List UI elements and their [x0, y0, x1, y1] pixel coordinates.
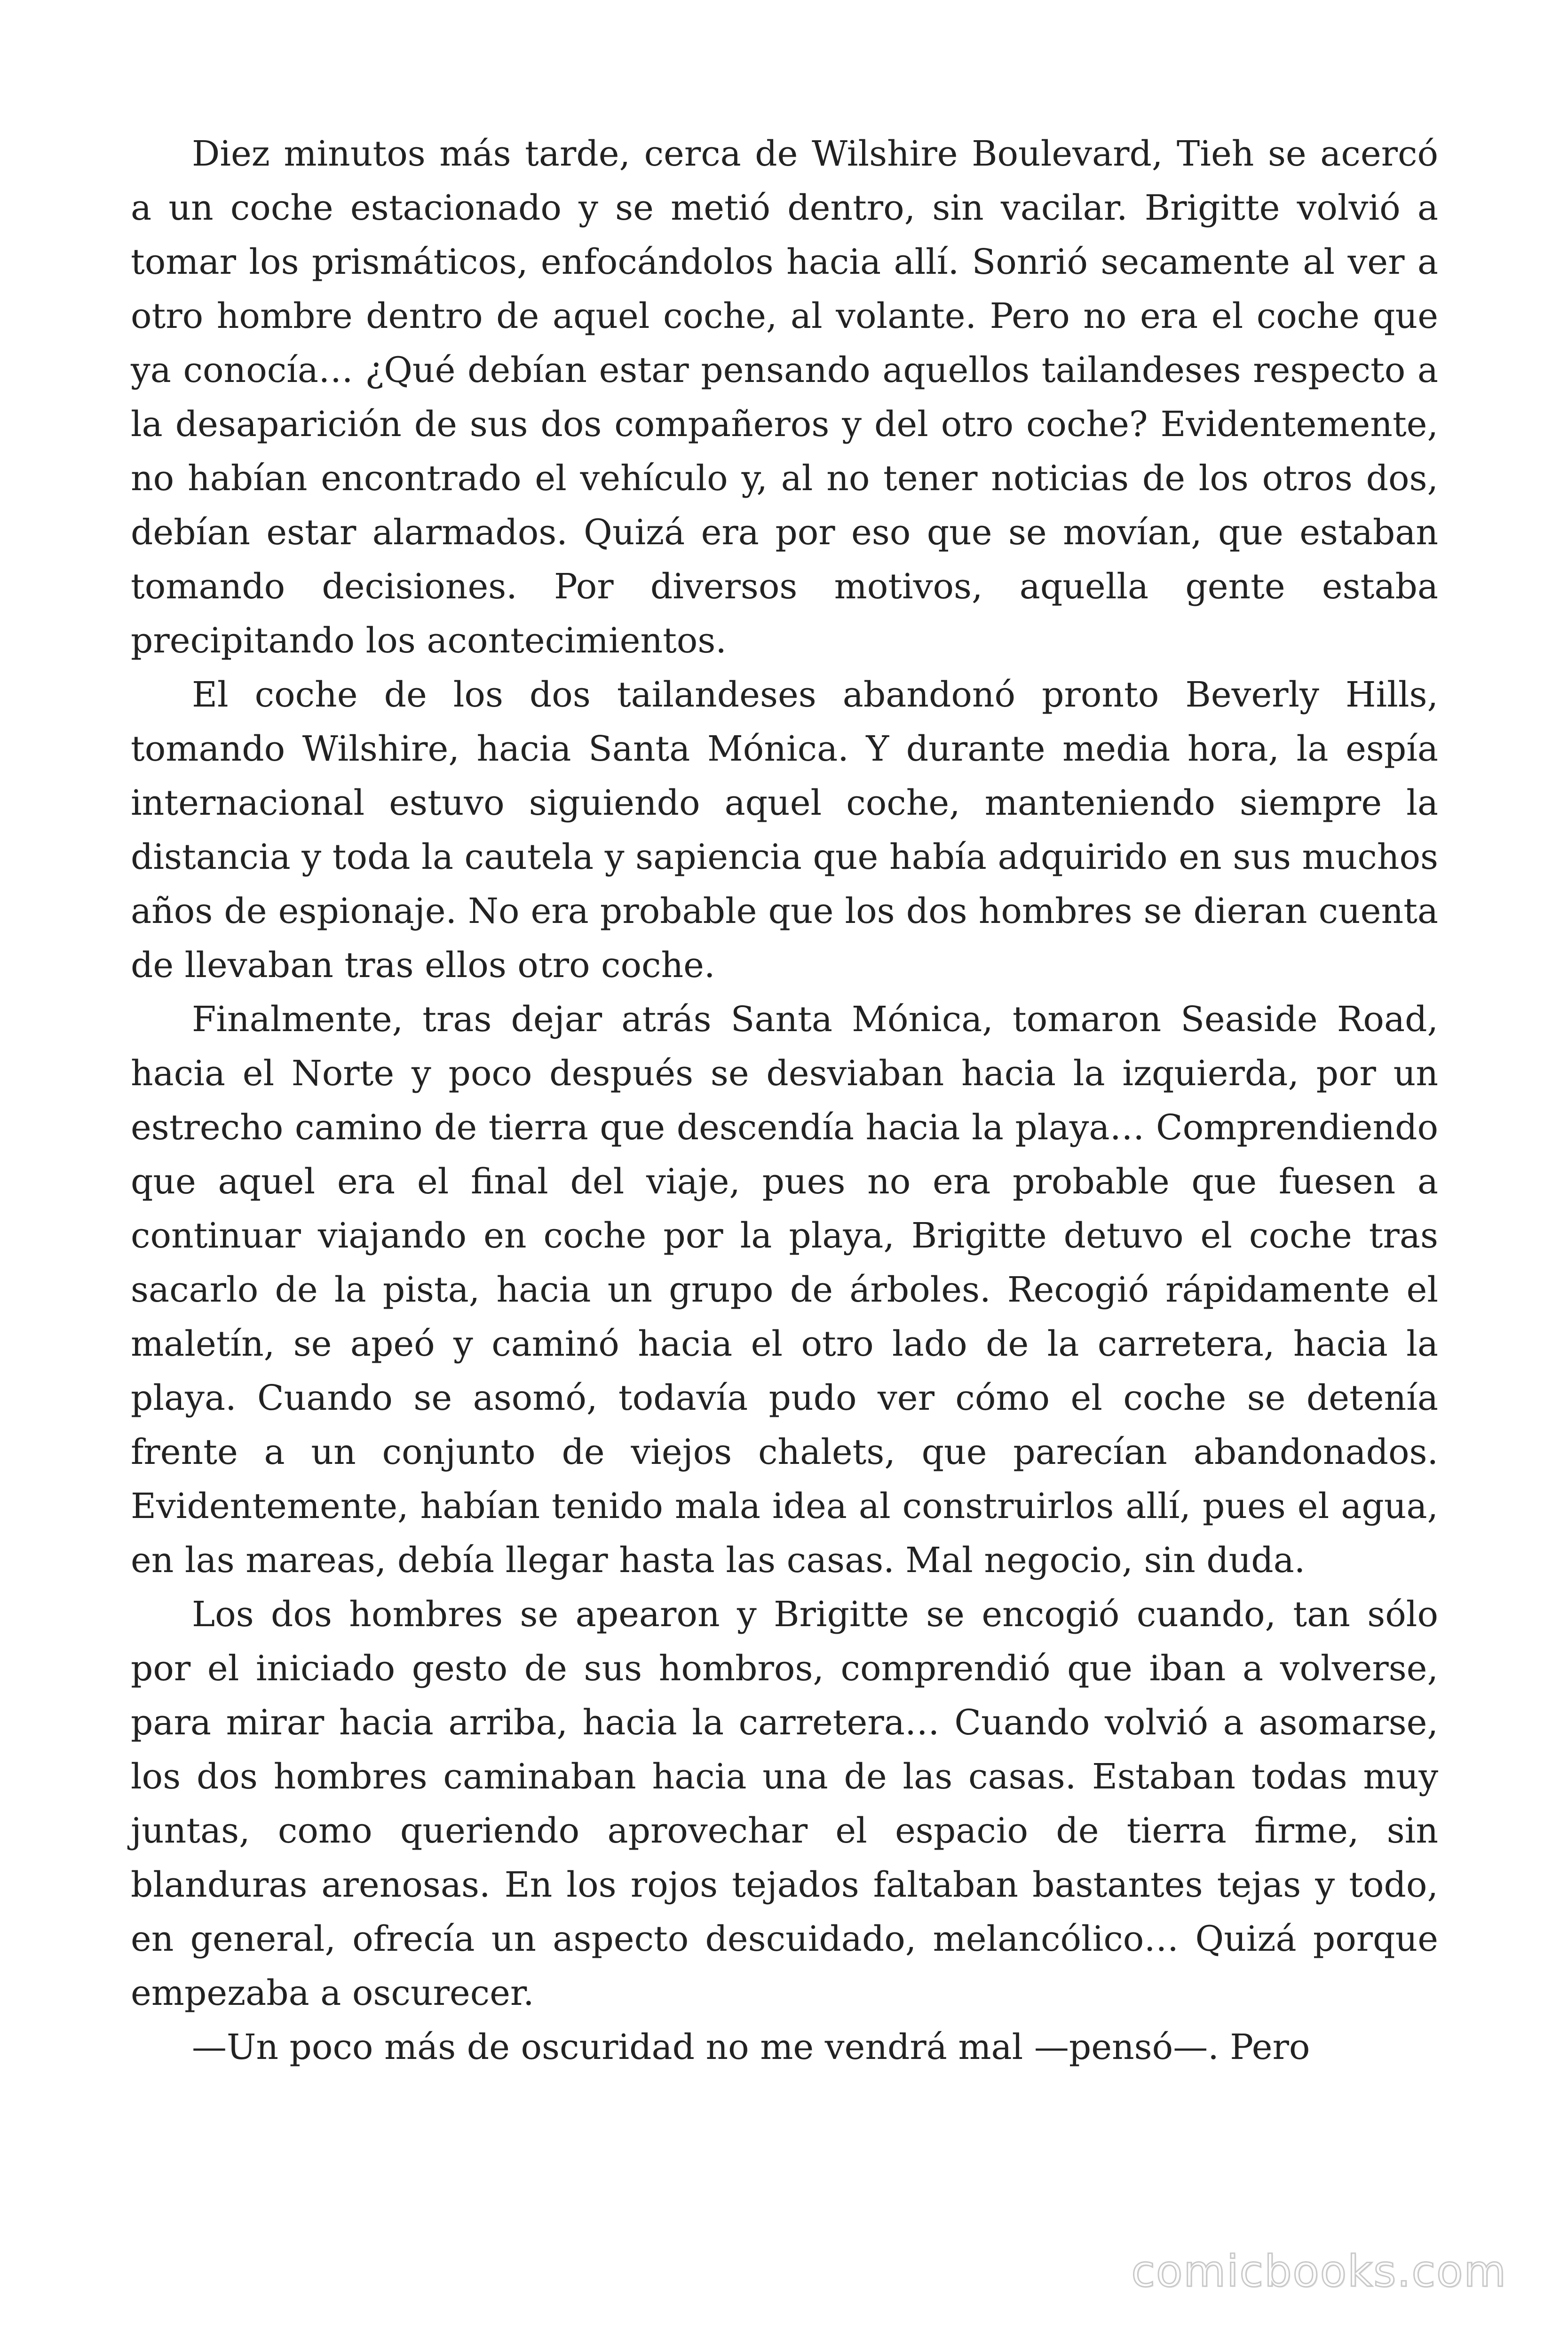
watermark: comicbooks.com [1131, 2246, 1507, 2296]
page-body [131, 127, 1438, 2074]
paragraph: Finalmente, tras dejar atrás Santa Mónica, tomaron Seaside Road, hacia el Norte y poco después se desviaban hacia la izquierda, por un estrecho camino de tierra que descendía hacia la playa… Comprendiendo que aquel era el final del viaje, pues no era probable que fuesen a continuar viajando en coche por la playa, Brigitte detuvo el coche tras sacarlo de la pista, hacia un grupo de árboles. Recogió rápidamente el maletín, se apeó y caminó hacia el otro lado de la carretera, hacia la playa. Cuando se asomó, todavía pudo ver cómo el coche se detenía frente a un conjunto de viejos chalets, que parecían abandonados. Evidentemente, habían tenido mala idea al construirlos allí, pues el agua, en las mareas, debía llegar hasta las casas. Mal negocio, sin duda. [131, 999, 1438, 1581]
paragraph: —Un poco más de oscuridad no me vendrá mal —pensó—. Pero [192, 2027, 1310, 2067]
paragraph: Diez minutos más tarde, cerca de Wilshire Boulevard, Tieh se acercó a un coche estacionado y se metió dentro, sin vacilar. Brigitte volvió a tomar los prismáticos, enfocándolos hacia allí. Sonrió secamente al ver a otro hombre dentro de aquel coche, al volante. Pero no era el coche que ya conocía… ¿Qué debían estar pensando aquellos tailandeses respecto a la desaparición de sus dos compañeros y del otro coche? Evidentemente, no habían encontrado el vehículo y, al no tener noticias de los otros dos, debían estar alarmados. Quizá era por eso que se movían, que estaban tomando decisiones. Por diversos motivos, aquella gente estaba precipitando los acontecimientos. [131, 134, 1438, 661]
paragraph: El coche de los dos tailandeses abandonó pronto Beverly Hills, tomando Wilshire, hacia Santa Mónica. Y durante media hora, la espía internacional estuvo siguiendo aquel coche, manteniendo siempre la distancia y toda la cautela y sapiencia que había adquirido en sus muchos años de espionaje. No era probable que los dos hombres se dieran cuenta de llevaban tras ellos otro coche. [131, 675, 1438, 985]
paragraph: Los dos hombres se apearon y Brigitte se encogió cuando, tan sólo por el iniciado gesto de sus hombros, comprendió que iban a volverse, para mirar hacia arriba, hacia la carretera… Cuando volvió a asomarse, los dos hombres caminaban hacia una de las casas. Estaban todas muy juntas, como queriendo aprovechar el espacio de tierra firme, sin blanduras arenosas. En los rojos tejados faltaban bastantes tejas y todo, en general, ofrecía un aspecto descuidado, melancólico… Quizá porque empezaba a oscurecer. [131, 1594, 1438, 2013]
